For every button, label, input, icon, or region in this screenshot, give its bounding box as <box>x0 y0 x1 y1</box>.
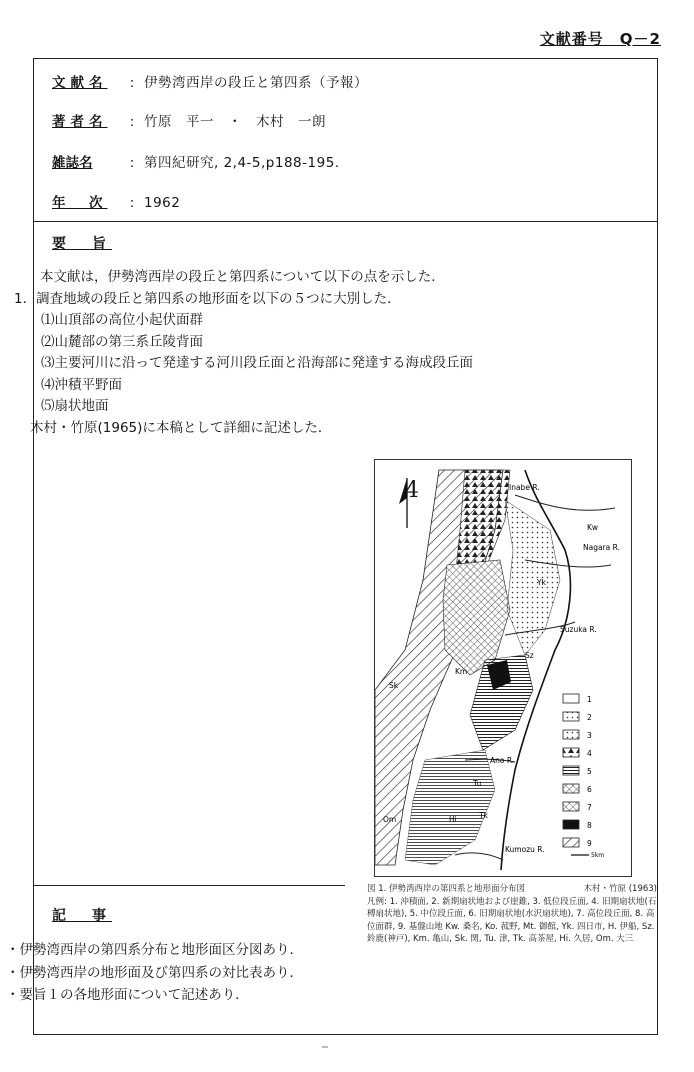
summary-closing: 木村・竹原(1965)に本稿として詳細に記述した． <box>30 419 332 436</box>
label-tu: Tu <box>473 779 482 788</box>
summary-sub-2: ⑵山麓部の第三系丘陵背面 <box>41 333 203 350</box>
label-sz: Sz <box>525 651 534 660</box>
label-ano: Ano R. <box>490 756 515 765</box>
label-sk: Sk <box>389 681 399 690</box>
scale-bar <box>571 852 604 859</box>
author-row <box>52 110 326 130</box>
document-number: 文献番号 Q－2 <box>539 30 661 48</box>
author-label: 著者名 <box>52 114 108 130</box>
map-legend <box>563 694 592 848</box>
label-nagara: Nagara R. <box>583 543 620 552</box>
summary-sub-5: ⑸扇状地面 <box>41 398 109 414</box>
figure-caption <box>367 883 657 946</box>
legend-6: 6 <box>587 785 592 794</box>
caption-credit: 木村・竹原 (1963) <box>583 884 657 894</box>
legend-1: 1 <box>587 695 592 704</box>
title-label: 文献名 <box>52 75 108 91</box>
journal-label: 雑誌名 <box>52 155 93 171</box>
year-row <box>52 191 180 211</box>
legend-4: 4 <box>587 749 592 758</box>
label-hi: Hi <box>449 815 457 824</box>
quaternary-map-figure <box>374 459 632 877</box>
note-item-1: ・伊勢湾西岸の第四系分布と地形面区分図あり． <box>6 942 303 958</box>
title-row <box>52 71 368 91</box>
summary-intro: 本文献は，伊勢湾西岸の段丘と第四系について以下の点を示した． <box>40 269 445 285</box>
summary-heading: 要 旨 <box>52 236 112 252</box>
summary-text <box>14 267 473 439</box>
legend-5: 5 <box>587 767 592 776</box>
legend-2: 2 <box>587 713 592 722</box>
journal-row <box>52 151 340 171</box>
label-km: Km <box>455 667 468 676</box>
divider-top <box>34 221 657 222</box>
legend-3: 3 <box>587 731 592 740</box>
label-kumozu: Kumozu R. <box>505 845 545 854</box>
note-item-2: ・伊勢湾西岸の地形面及び第四系の対比表あり． <box>6 964 303 981</box>
journal-colon: : <box>129 155 135 171</box>
label-tk: Tk <box>479 811 488 820</box>
summary-sub-1: ⑴山頂部の高位小起伏面群 <box>41 312 203 328</box>
label-yk: Yk <box>537 578 546 587</box>
label-om: Om <box>383 815 397 824</box>
caption-body: 凡例: 1. 沖積面, 2. 新期扇状地および崖錐, 3. 低位段丘面, 4. 旧期扇状地(石榑扇状地), 5. 中位段丘面, 6. 旧期扇状地(水沢扇状地), 7. 高位段丘面, 8. 高位面群, 9. 基盤山地 Kw. 桑名, Ko. 菰野, Mt. 御館, Yk. 四日市, H. 伊船, Sz. 鈴鹿(神戸), Km. 亀山, Sk. 関, Tu. 津, Tk. 高茶屋, Hi. 久居, Om. 大三 <box>367 896 657 944</box>
label-kw: Kw <box>587 523 599 532</box>
year-value: 1962 <box>144 195 181 211</box>
note-item-3: ・要旨１の各地形面について記述あり． <box>6 987 249 1003</box>
divider-notes <box>34 885 345 886</box>
south-terrace-area <box>405 750 495 865</box>
fan-area <box>443 560 510 675</box>
label-suzuka: Suzuka R. <box>560 625 597 634</box>
caption-title: 図 1. 伊勢湾西岸の第四系と地形面分布図 <box>367 884 526 894</box>
author-colon: : <box>129 114 135 130</box>
summary-sub-4: ⑷沖積平野面 <box>41 376 122 393</box>
map-drawing <box>375 460 631 876</box>
title-colon: : <box>129 75 135 91</box>
notes-heading: 記 事 <box>52 908 112 924</box>
legend-8: 8 <box>587 821 592 830</box>
legend-7: 7 <box>587 803 592 812</box>
journal-value: 第四紀研究, 2,4-5,p188-195. <box>144 155 340 171</box>
low-terrace-area <box>505 500 560 655</box>
document-frame <box>6 58 658 1035</box>
legend-9: 9 <box>587 839 592 848</box>
page-mark <box>322 1046 328 1048</box>
year-colon: : <box>129 195 135 211</box>
notes-list <box>6 939 303 1007</box>
scale-label: 5km <box>591 852 605 859</box>
north-mark: 4 <box>405 478 419 503</box>
author-value: 竹原 平一 ・ 木村 一朗 <box>144 114 326 130</box>
summary-sub-3: ⑶主要河川に沿って発達する河川段丘面と沿海部に発達する海成段丘面 <box>41 355 473 371</box>
title-value: 伊勢湾西岸の段丘と第四系（予報） <box>144 75 368 91</box>
summary-item-1: 1．調査地域の段丘と第四系の地形面を以下の５つに大別した． <box>14 290 401 307</box>
year-label: 年 次 <box>52 195 108 211</box>
label-inabe: Inabe R. <box>509 483 540 492</box>
